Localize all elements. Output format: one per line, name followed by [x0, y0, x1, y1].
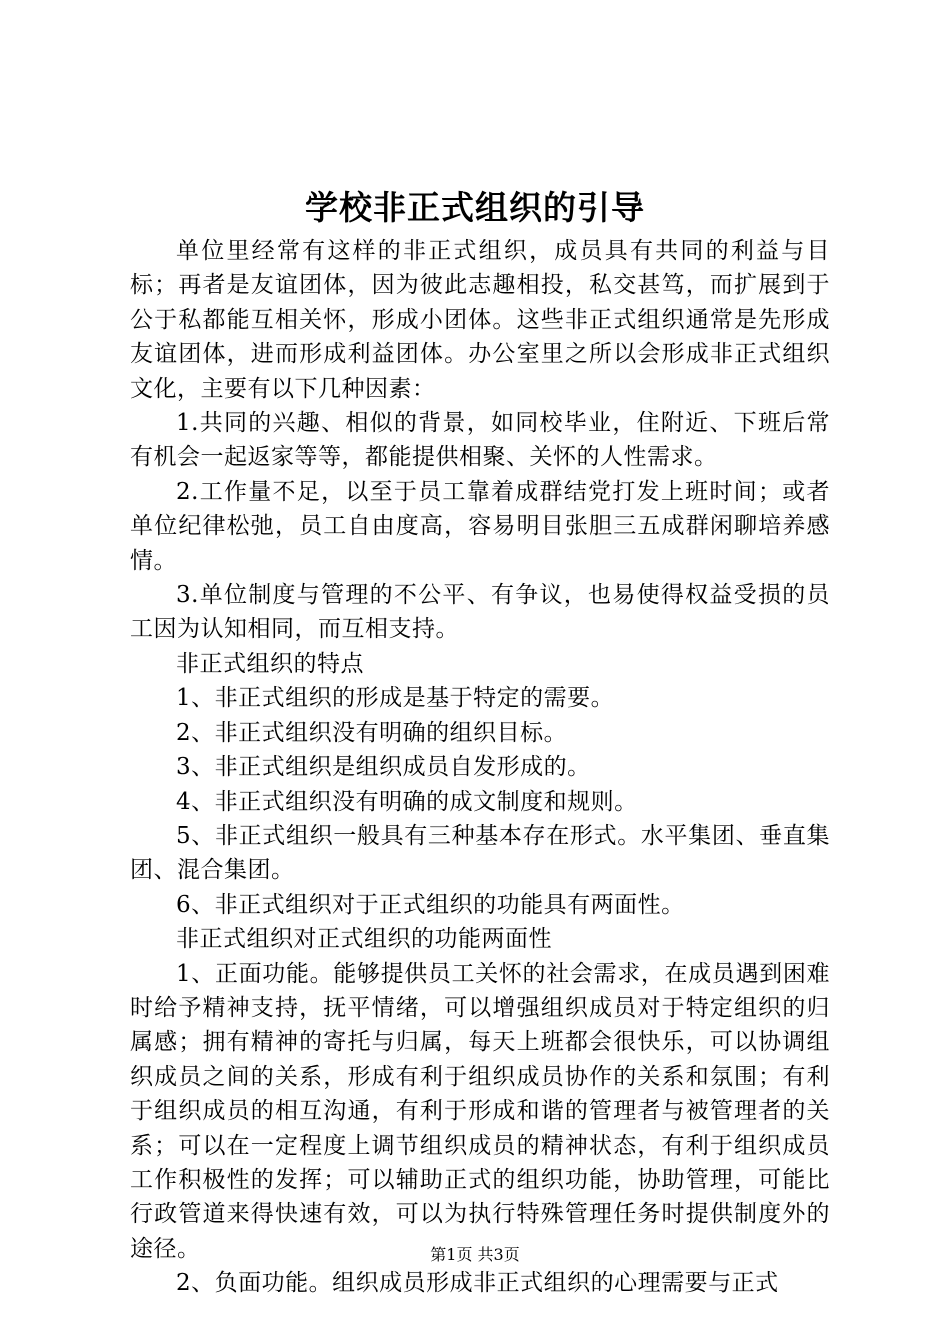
document-title: 学校非正式组织的引导 [305, 188, 645, 227]
paragraph-feature-4: 4、非正式组织没有明确的成文制度和规则。 [176, 788, 638, 815]
paragraph-feature-2: 2、非正式组织没有明确的组织目标。 [176, 719, 568, 746]
paragraph-feature-1: 1、非正式组织的形成是基于特定的需要。 [176, 685, 615, 712]
paragraph-feature-6: 6、非正式组织对于正式组织的功能具有两面性。 [176, 891, 685, 918]
paragraph-positive-function: 1、正面功能。能够提供员工关怀的社会需求，在成员遇到困难时给予精神支持，抚平情绪，可以增强组织成员对于特定组织的归属感；拥有精神的寄托与归属，每天上班都会很快乐，可以协调组织成员之间的关系，形成有利于组织成员协作的关系和氛围；有利于组织成员的相互沟通，有利于形成和谐的管理者与被管理者的关系；可以在一定程度上调节组织成员的精神状态，有利于组织成员工作积极性的发挥；可以辅助正式的组织功能，协助管理，可能比行政管道来得快速有效，可以为执行特殊管理任务时提供制度外的途径。 [130, 960, 830, 1262]
page-number-footer: 第1页 共3页 [430, 1245, 520, 1264]
paragraph-factor-1: 1.共同的兴趣、相似的背景，如同校毕业，住附近、下班后常有机会一起返家等等，都能提供相聚、关怀的人性需求。 [130, 410, 830, 471]
paragraph-factor-3: 3.单位制度与管理的不公平、有争议，也易使得权益受损的员工因为认知相同，而互相支持。 [130, 582, 830, 643]
paragraph-feature-3: 3、非正式组织是组织成员自发形成的。 [176, 754, 591, 781]
paragraph-factor-2: 2.工作量不足，以至于员工靠着成群结党打发上班时间；或者单位纪律松弛，员工自由度高，容易明目张胆三五成群闲聊培养感情。 [130, 478, 830, 574]
section-heading-functions: 非正式组织对正式组织的功能两面性 [176, 926, 552, 953]
paragraph-feature-5: 5、非正式组织一般具有三种基本存在形式。水平集团、垂直集团、混合集团。 [130, 822, 830, 884]
paragraph-intro: 单位里经常有这样的非正式组织，成员具有共同的利益与目标；再者是友谊团体，因为彼此志趣相投，私交甚笃，而扩展到于公于私都能互相关怀，形成小团体。这些非正式组织通常是先形成友谊团体，进而形成利益团体。办公室里之所以会形成非正式组织文化，主要有以下几种因素： [130, 238, 830, 402]
section-heading-features: 非正式组织的特点 [176, 650, 364, 677]
document-body [130, 234, 830, 1301]
paragraph-negative-function: 2、负面功能。组织成员形成非正式组织的心理需要与正式 [176, 1270, 779, 1297]
